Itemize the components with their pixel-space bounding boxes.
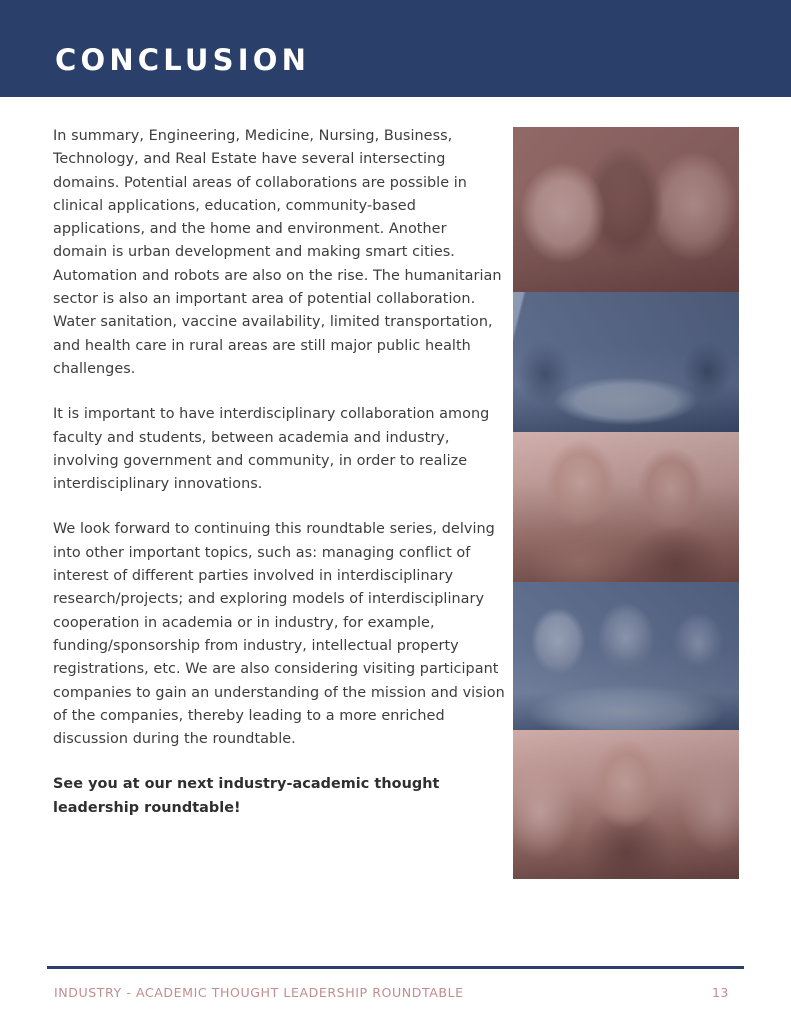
page-title: CONCLUSION [55,43,311,77]
page-header-band [0,0,791,97]
paragraph-summary: In summary, Engineering, Medicine, Nursing, Business, Technology, and Real Estate have several intersecting domains. Potential areas of collaborations are possible in clinical applications, education, community-based applications, and the home and environment. Another domain is urban development and making smart cities. Automation and robots are also on the rise. The humanitarian sector is also an important area of potential collaboration. Water sanitation, vaccine availability, limited transportation, and health care in rural areas are still major public health challenges. [53,128,502,377]
paragraph-future-roundtables: We look forward to continuing this roundtable series, delving into other important topics, such as: managing conflict of interest of different parties involved in interdisciplinary research/projects; and exploring models of interdisciplinary cooperation in academia or in industry, for example, funding/sponsorship from industry, intellectual property registrations, etc. We are also considering visiting participant companies to gain an understanding of the mission and vision of the companies, thereby leading to a more enriched discussion during the roundtable. [53,521,505,748]
photo-woman-speaking-with-glasses [513,730,739,879]
photo-long-roundtable-group-c [513,292,739,432]
footer-divider [47,966,744,969]
photo-seated-discussion-group [513,582,739,730]
footer-label: INDUSTRY - ACADEMIC THOUGHT LEADERSHIP ROUNDTABLE [54,985,464,1000]
photo-two-men-smiling-portrait [513,432,739,582]
duotone-rose-overlay [513,730,739,879]
page-footer [0,947,791,1024]
duotone-rose-overlay [513,127,739,292]
duotone-blue-overlay [513,292,739,432]
page-content [0,97,791,947]
closing-invitation: See you at our next industry-academic thought leadership roundtable! [53,776,440,816]
photo-three-participants-at-table [513,127,739,292]
duotone-rose-overlay [513,432,739,582]
body-text-column [53,125,505,820]
duotone-blue-overlay [513,582,739,730]
paragraph-interdisciplinary-collaboration: It is important to have interdisciplinary collaboration among faculty and students, between academia and industry, involving government and community, in order to realize interdisciplinary innovations. [53,406,490,493]
photo-collage [513,127,739,879]
page-number: 13 [712,985,729,1000]
